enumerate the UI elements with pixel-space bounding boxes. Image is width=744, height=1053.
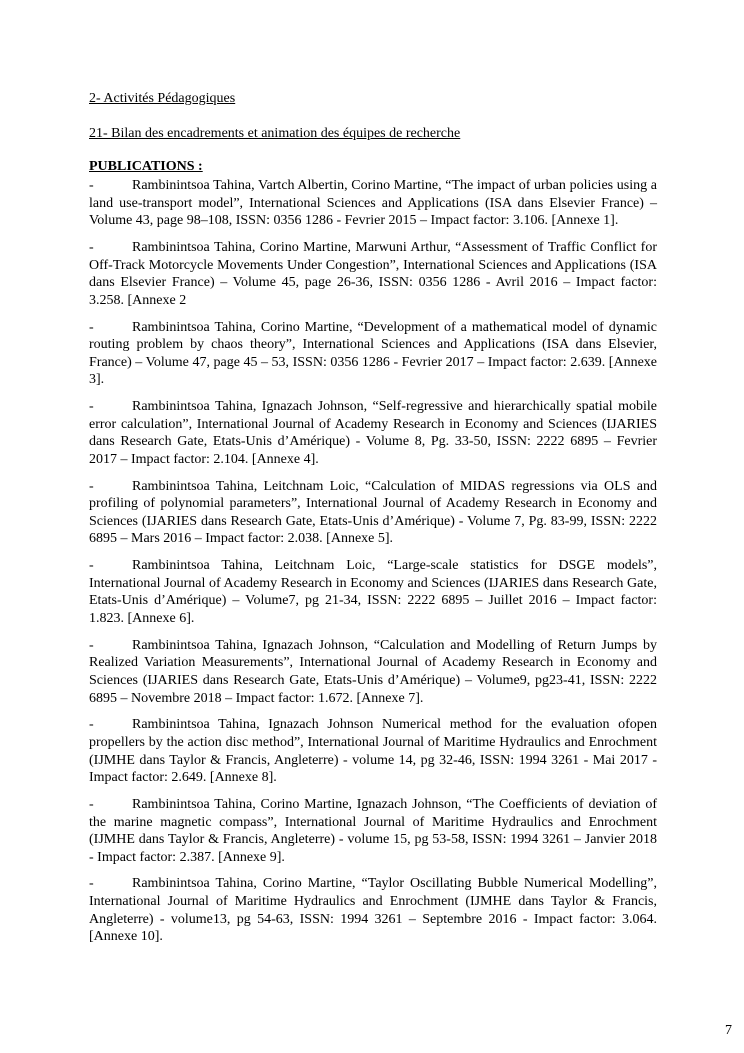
publication-item [89,398,657,468]
publication-item [89,637,657,707]
publication-list [89,177,657,955]
publication-item [89,557,657,627]
publication-text: Rambinintsoa Tahina, Vartch Albertin, Corino Martine, “The impact of urban policies using a land use-transport model”, International Sciences and Applications (ISA dans Elsevier France) – Volume 43, page 98–108, ISSN: 0356 1286 - Fevrier 2015 – Impact factor: 3.106. [Annexe 1]. [89,178,657,229]
publication-text: Rambinintsoa Tahina, Corino Martine, “Taylor Oscillating Bubble Numerical Modelling”, International Journal of Maritime Hydraulics and Enrochment (IJMHE dans Taylor & Francis, Angleterre) - volume13, pg 54-63, ISSN: 1994 3261 – Septembre 2016 - Impact factor: 3.064. [Annexe 10]. [89,876,657,945]
publication-item [89,796,657,866]
publication-item [89,716,657,786]
publication-text: Rambinintsoa Tahina, Leitchnam Loic, “Calculation of MIDAS regressions via OLS and profiling of polynomial parameters”, International Journal of Academy Research in Economy and Sciences (IJARIES dans Research Gate, Etats-Unis d’Amérique) - Volume 7, Pg. 83-99, ISSN: 2222 6895 – Mars 2016 – Impact factor: 2.038. [Annexe 5]. [89,478,657,547]
publication-text: Rambinintsoa Tahina, Corino Martine, “Development of a mathematical model of dynamic routing problem by chaos theory”, International Sciences and Applications (ISA dans Elsevier, France) – Volume 47, page 45 – 53, ISSN: 0356 1286 - Fevrier 2017 – Impact factor: 2.639. [Annexe 3]. [89,319,657,388]
publication-text: Rambinintsoa Tahina, Ignazach Johnson, “Calculation and Modelling of Return Jumps by Realized Variation Measurements”, International Journal of Academy Research in Economy and Sciences (IJARIES dans Research Gate, Etats-Unis d’Amérique) – Volume9, pg23-41, ISSN: 2222 6895 – Novembre 2018 – Impact factor: 1.672. [Annexe 7]. [89,637,657,706]
subsection-heading-bilan: 21- Bilan des encadrements et animation des équipes de recherche [89,126,461,141]
publications-title: PUBLICATIONS : [89,159,203,174]
list-dash: - [89,319,94,335]
list-dash: - [89,876,94,892]
publication-text: Rambinintsoa Tahina, Ignazach Johnson, “Self-regressive and hierarchically spatial mobile error calculation”, International Journal of Academy Research in Economy and Sciences (IJARIES dans Research Gate, Etats-Unis d’Amérique) - Volume 8, Pg. 33-50, ISSN: 2222 6895 – Fevrier 2017 – Impact factor: 2.104. [Annexe 4]. [89,399,657,467]
list-dash: - [89,399,94,415]
publication-text: Rambinintsoa Tahina, Ignazach Johnson Numerical method for the evaluation ofopen propellers by the action disc method”, International Journal of Maritime Hydraulics and Enrochment (IJMHE dans Taylor & Francis, Angleterre) - volume 14, pg 32-46, ISSN: 1994 3261 - Mai 2017 - Impact factor: 2.649. [Annexe 8]. [89,717,657,786]
publication-item [89,239,657,309]
publication-item [89,478,657,548]
page-number: 7 [725,1023,732,1038]
publication-text: Rambinintsoa Tahina, Leitchnam Loic, “Large-scale statistics for DSGE models”, International Journal of Academy Research in Economy and Sciences (IJARIES dans Research Gate, Etats-Unis d’Amérique) – Volume7, pg 21-34, ISSN: 2222 6895 – Juillet 2016 – Impact factor: 1.823. [Annexe 6]. [89,558,657,626]
publication-text: Rambinintsoa Tahina, Corino Martine, Ignazach Johnson, “The Coefficients of deviation of the marine magnetic compass”, International Journal of Maritime Hydraulics and Enrochment (IJMHE dans Taylor & Francis, Angleterre) - volume 15, pg 53-58, ISSN: 1994 3261 – Janvier 2018 - Impact factor: 2.387. [Annexe 9]. [89,796,657,865]
list-dash: - [89,178,94,193]
section-heading-activites: 2- Activités Pédagogiques [89,91,236,106]
publication-item [89,177,657,230]
publication-item [89,875,657,945]
publication-text: Rambinintsoa Tahina, Corino Martine, Marwuni Arthur, “Assessment of Traffic Conflict for Off-Track Motorcycle Movements Under Congestion”, International Sciences and Applications (ISA dans Elsevier France) – Volume 45, page 26-36, ISSN: 0356 1286 - Avril 2016 – Impact factor: 3.258. [Annexe 2 [89,239,657,308]
list-dash: - [89,637,94,653]
list-dash: - [89,558,94,574]
list-dash: - [89,478,94,494]
list-dash: - [89,239,94,255]
publication-item [89,319,657,389]
list-dash: - [89,717,94,733]
list-dash: - [89,796,94,812]
